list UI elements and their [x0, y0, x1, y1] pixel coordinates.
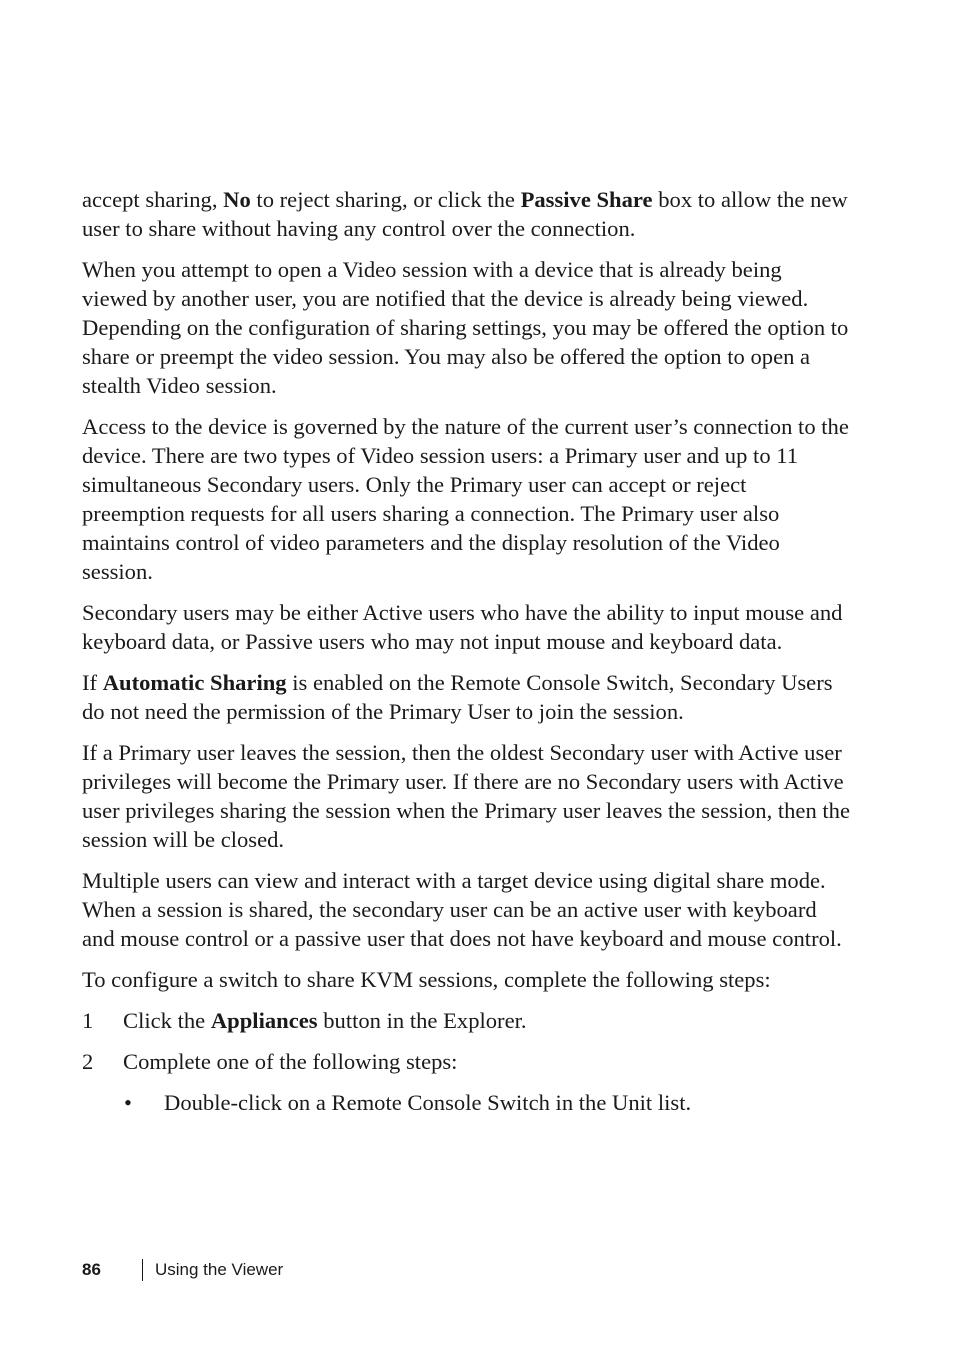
footer-divider: [142, 1259, 143, 1281]
paragraph-sharing-options: accept sharing, No to reject sharing, or click the Passive Share box to allow the new user to share without having any control over the connection.: [82, 187, 848, 241]
step-number: 2: [82, 1049, 94, 1074]
paragraph-configure-intro: To configure a switch to share KVM sessions, complete the following steps:: [82, 967, 771, 992]
paragraph-open-video-session: When you attempt to open a Video session with a device that is already being viewed by another user, you are notified that the device is already being viewed. Depending on the configuration of sharing settings, you may be offered the option to share or preempt the video session. You may also be offered the option to open a stealth Video session.: [82, 257, 849, 398]
bullet-item: • Double-click on a Remote Console Switch in the Unit list.: [124, 1090, 692, 1115]
appliances-term: Appliances: [210, 1008, 318, 1033]
paragraph-secondary-users: Secondary users may be either Active users who have the ability to input mouse and keyboard data, or Passive users who may not input mouse and keyboard data.: [82, 600, 843, 654]
paragraph-primary-leaves: If a Primary user leaves the session, then the oldest Secondary user with Active user privileges will become the Primary user. If there are no Secondary users with Active user privileges sharing the session when the Primary user leaves the session, then the session will be closed.: [82, 740, 851, 852]
page-body: [82, 185, 852, 1117]
automatic-sharing-term: Automatic Sharing: [102, 670, 287, 695]
page-number: 86: [82, 1260, 101, 1279]
step-2: 2 Complete one of the following steps:: [82, 1049, 458, 1074]
no-term: No: [223, 187, 251, 212]
page-footer: [82, 1258, 283, 1282]
passive-share-term: Passive Share: [520, 187, 653, 212]
paragraph-digital-share-mode: Multiple users can view and interact with a target device using digital share mode. When a session is shared, the secondary user can be an active user with keyboard and mouse control or a passive user that does not have keyboard and mouse control.: [82, 868, 842, 951]
bullet-dot: •: [124, 1090, 132, 1115]
paragraph-device-access: Access to the device is governed by the nature of the current user’s connection to the device. There are two types of Video session users: a Primary user and up to 11 simultaneous Secondary users. Only the Primary user can accept or reject preemption requests for all users sharing a connection. The Primary user also maintains control of video parameters and the display resolution of the Video session.: [82, 414, 849, 584]
step-number: 1: [82, 1008, 94, 1033]
step-1: 1 Click the Appliances button in the Explorer.: [82, 1008, 527, 1033]
section-title: Using the Viewer: [155, 1260, 284, 1279]
paragraph-automatic-sharing: If Automatic Sharing is enabled on the Remote Console Switch, Secondary Users do not need the permission of the Primary User to join the session.: [82, 670, 833, 724]
